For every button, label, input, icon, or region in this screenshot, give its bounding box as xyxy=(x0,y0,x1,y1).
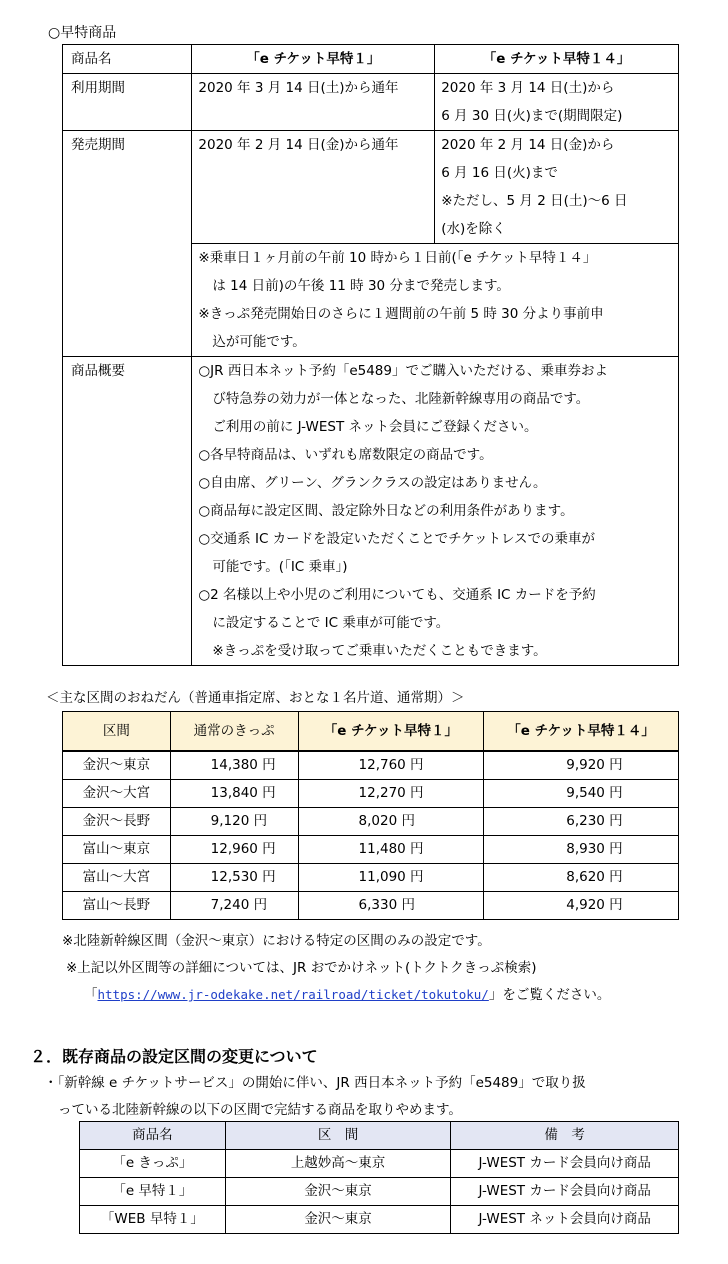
section2-title: ２．既存商品の設定区間の変更について xyxy=(30,1047,318,1066)
table-row xyxy=(63,808,679,836)
remarks-cell: J-WEST カード会員向け商品 xyxy=(451,1178,679,1206)
sales-early14-line: (水)を除く xyxy=(441,221,506,237)
label-usage-period: 利用期間 xyxy=(63,74,192,131)
regular-price-cell: 7,240 円 xyxy=(170,892,298,920)
overview-line: び特急券の効力が一体となった、北陸新幹線専用の商品です。 xyxy=(212,391,590,407)
overview-line: に設定することで IC 乗車が可能です。 xyxy=(212,615,450,631)
early1-price-cell: 8,020 円 xyxy=(298,808,484,836)
label-overview: 商品概要 xyxy=(63,357,192,666)
early14-price-cell: 8,930 円 xyxy=(484,836,679,864)
section-cell: 上越妙高～東京 xyxy=(225,1150,451,1178)
early14-price-cell: 9,540 円 xyxy=(484,780,679,808)
price-note-3 xyxy=(84,983,610,1003)
price-header-row xyxy=(63,712,679,752)
table-row xyxy=(63,836,679,864)
overview-line: ○各早特商品は、いずれも席数限定の商品です。 xyxy=(198,447,493,463)
tokutoku-link[interactable]: https://www.jr-odekake.net/railroad/ticket/tokutoku/ xyxy=(97,987,489,1002)
early14-price-cell: 6,230 円 xyxy=(484,808,679,836)
table-row xyxy=(80,1178,679,1206)
product-cell: 「WEB 早特１」 xyxy=(80,1206,226,1234)
early1-price-cell: 6,330 円 xyxy=(298,892,484,920)
overview-line: ○交通系 IC カードを設定いただくことでチケットレスでの乗車が xyxy=(198,531,596,547)
bracket-open: 「 xyxy=(84,987,98,1003)
early1-price-cell: 12,760 円 xyxy=(298,751,484,780)
header-cell-early1: 「e チケット早特１」 xyxy=(192,45,435,74)
sales-early14-line: 2020 年 2 月 14 日(金)から xyxy=(441,137,615,153)
price-header-section: 区間 xyxy=(63,712,171,752)
table-row xyxy=(80,1206,679,1234)
remarks-cell: J-WEST ネット会員向け商品 xyxy=(451,1206,679,1234)
price-table xyxy=(62,711,679,920)
row-usage-period xyxy=(63,74,679,131)
sales-note-line: ※乗車日１ヶ月前の午前 10 時から１日前(「e チケット早特１４」 xyxy=(198,250,597,266)
row-overview xyxy=(63,357,679,666)
discontinued-header-remarks: 備 考 xyxy=(451,1122,679,1150)
usage-early1-line: 2020 年 3 月 14 日(土)から通年 xyxy=(198,80,399,96)
table-header-row xyxy=(63,45,679,74)
sales-note-line: は 14 日前)の午後 11 時 30 分まで発売します。 xyxy=(212,278,510,294)
table-row xyxy=(63,751,679,780)
table-row xyxy=(80,1150,679,1178)
overview-line: ご利用の前に J-WEST ネット会員にご登録ください。 xyxy=(212,419,538,435)
discontinued-header-row xyxy=(80,1122,679,1150)
early14-price-cell: 9,920 円 xyxy=(484,751,679,780)
price-note-1: ※北陸新幹線区間（金沢～東京）における特定の区間のみの設定です。 xyxy=(62,933,491,949)
section-cell: 金沢～東京 xyxy=(225,1178,451,1206)
table-row xyxy=(63,864,679,892)
sales-note-line: 込が可能です。 xyxy=(212,334,306,350)
overview-line: ※きっぷを受け取ってご乗車いただくこともできます。 xyxy=(212,643,547,659)
early14-price-cell: 4,920 円 xyxy=(484,892,679,920)
regular-price-cell: 9,120 円 xyxy=(170,808,298,836)
early-discount-table xyxy=(62,44,679,666)
product-cell: 「e 早特１」 xyxy=(80,1178,226,1206)
early1-price-cell: 12,270 円 xyxy=(298,780,484,808)
table-row xyxy=(63,780,679,808)
overview-line: ○JR 西日本ネット予約「e5489」でご購入いただける、乗車券およ xyxy=(198,363,608,379)
sales-early14 xyxy=(435,131,679,244)
price-header-regular: 通常のきっぷ xyxy=(170,712,298,752)
route-cell: 富山～長野 xyxy=(63,892,171,920)
usage-early14-line: 2020 年 3 月 14 日(土)から xyxy=(441,80,615,96)
header-cell-product-name: 商品名 xyxy=(63,45,192,74)
discontinued-header-product: 商品名 xyxy=(80,1122,226,1150)
header-cell-early14: 「e チケット早特１４」 xyxy=(435,45,679,74)
early14-price-cell: 8,620 円 xyxy=(484,864,679,892)
discontinued-products-table xyxy=(79,1121,679,1234)
early1-price-cell: 11,090 円 xyxy=(298,864,484,892)
price-note-2: ※上記以外区間等の詳細については、JR おでかけネット(トクトクきっぷ検索) xyxy=(66,960,537,976)
route-cell: 金沢～長野 xyxy=(63,808,171,836)
product-cell: 「e きっぷ」 xyxy=(80,1150,226,1178)
route-cell: 金沢～東京 xyxy=(63,751,171,780)
regular-price-cell: 13,840 円 xyxy=(170,780,298,808)
sales-early1 xyxy=(192,131,435,244)
overview-text xyxy=(192,357,679,666)
sales-note-line: ※きっぷ発売開始日のさらに１週間前の午前 5 時 30 分より事前申 xyxy=(198,306,604,322)
sales-early14-line: ※ただし、5 月 2 日(土)～6 日 xyxy=(441,193,628,209)
label-sales-period: 発売期間 xyxy=(63,131,192,357)
table-row xyxy=(63,892,679,920)
route-cell: 富山～大宮 xyxy=(63,864,171,892)
section2-paragraph-line: っている北陸新幹線の以下の区間で完結する商品を取りやめます。 xyxy=(58,1102,462,1118)
section2-paragraph-line: ・「新幹線 e チケットサービス」の開始に伴い、JR 西日本ネット予約「e5489」で取り扱 xyxy=(44,1075,586,1091)
regular-price-cell: 12,960 円 xyxy=(170,836,298,864)
sales-early14-line: 6 月 16 日(火)まで xyxy=(441,165,558,181)
price-header-early14: 「e チケット早特１４」 xyxy=(484,712,679,752)
regular-price-cell: 12,530 円 xyxy=(170,864,298,892)
overview-line: ○商品毎に設定区間、設定除外日などの利用条件があります。 xyxy=(198,503,574,519)
sales-notes xyxy=(192,244,679,357)
route-cell: 富山～東京 xyxy=(63,836,171,864)
regular-price-cell: 14,380 円 xyxy=(170,751,298,780)
section-heading-early-discount: ○早特商品 xyxy=(48,25,117,41)
overview-line: ○2 名様以上や小児のご利用についても、交通系 IC カードを予約 xyxy=(198,587,596,603)
usage-early14-line: 6 月 30 日(火)まで(期間限定) xyxy=(441,108,623,124)
overview-line: ○自由席、グリーン、グランクラスの設定はありません。 xyxy=(198,475,547,491)
route-cell: 金沢～大宮 xyxy=(63,780,171,808)
discontinued-header-section: 区 間 xyxy=(225,1122,451,1150)
usage-early1 xyxy=(192,74,435,131)
price-header-early1: 「e チケット早特１」 xyxy=(298,712,484,752)
sales-early1-line: 2020 年 2 月 14 日(金)から通年 xyxy=(198,137,399,153)
early1-price-cell: 11,480 円 xyxy=(298,836,484,864)
usage-early14 xyxy=(435,74,679,131)
remarks-cell: J-WEST カード会員向け商品 xyxy=(451,1150,679,1178)
bracket-close-text: 」をご覧ください。 xyxy=(488,987,611,1003)
row-sales-period xyxy=(63,131,679,244)
price-table-caption: ＜主な区間のおねだん（普通車指定席、おとな１名片道、通常期）＞ xyxy=(46,690,465,706)
overview-line: 可能です。(「IC 乗車」) xyxy=(212,559,348,575)
section-cell: 金沢～東京 xyxy=(225,1206,451,1234)
